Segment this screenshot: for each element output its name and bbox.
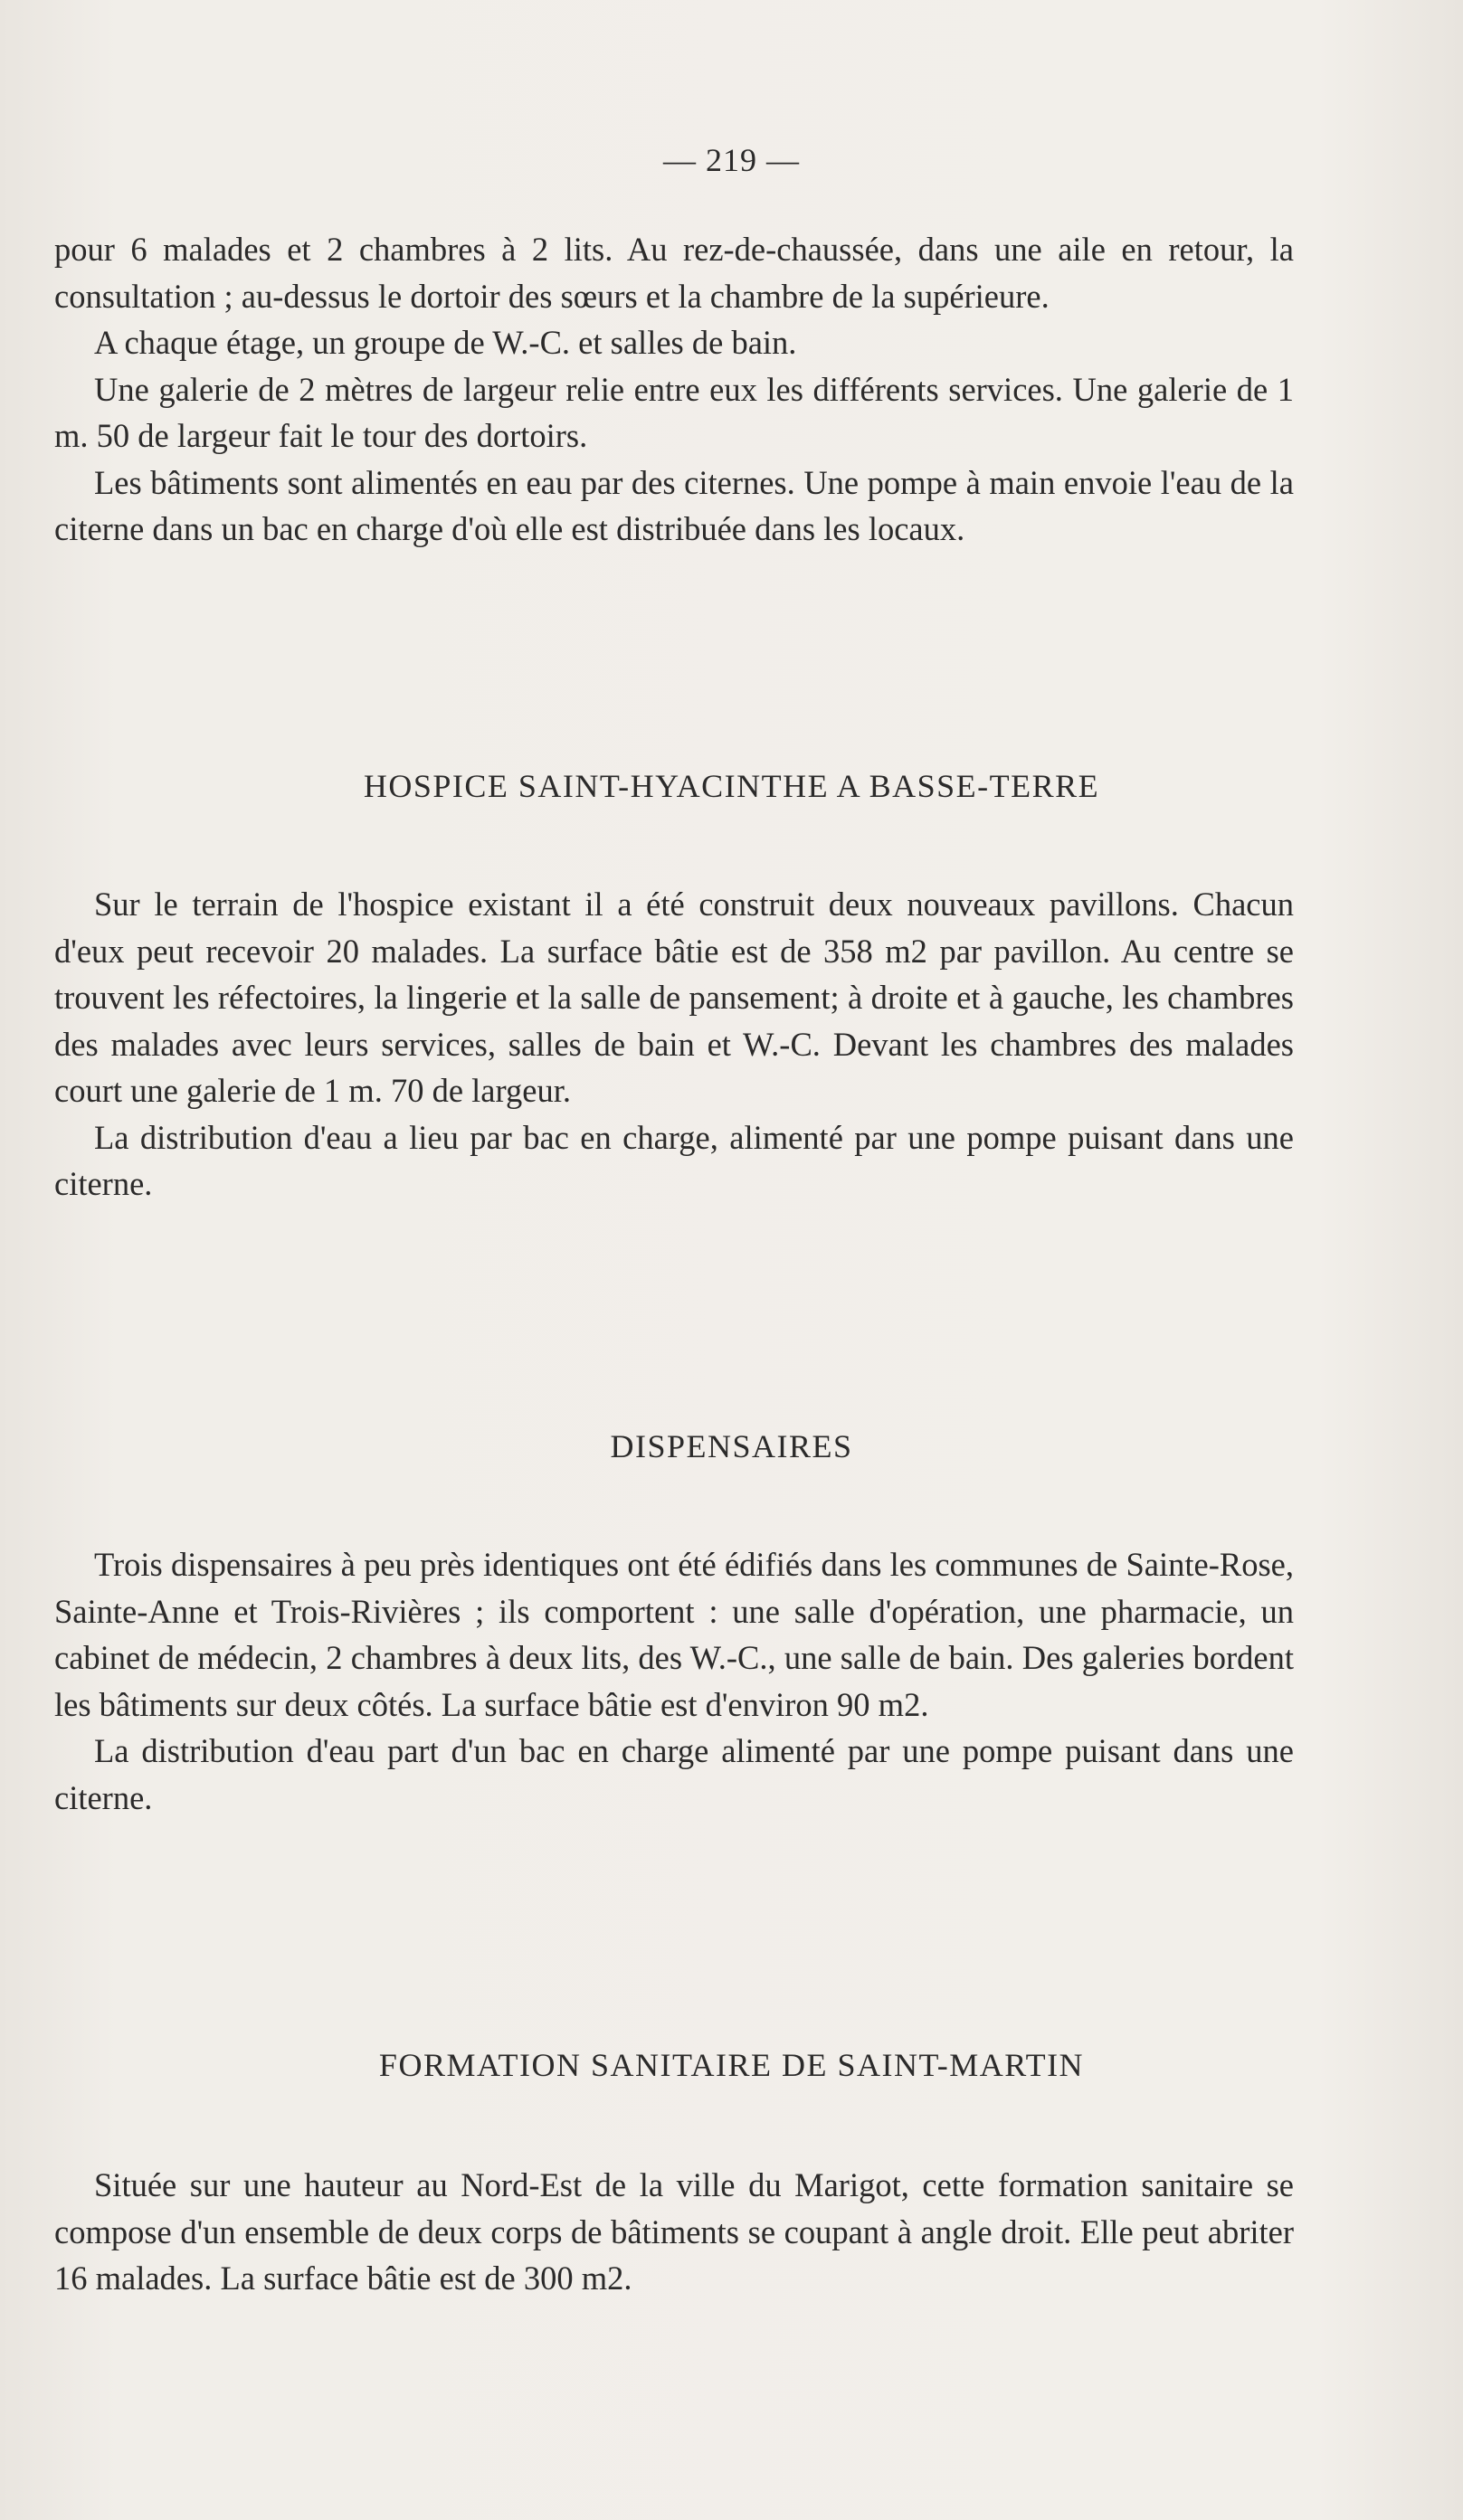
hospice-text-block (54, 881, 1294, 1208)
section-heading-dispensaires: DISPENSAIRES (610, 1428, 853, 1464)
paragraph: La distribution d'eau a lieu par bac en charge, alimenté par une pompe puisant dans une citerne. (54, 1118, 1294, 1202)
page-number: — 219 — (663, 142, 800, 178)
paragraph: Les bâtiments sont alimentés en eau par des citernes. Une pompe à main envoie l'eau de la citerne dans un bac en charge d'où elle est distribuée dans les locaux. (54, 463, 1294, 547)
paragraph: pour 6 malades et 2 chambres à 2 lits. Au rez-de-chaussée, dans une aile en retour, la consultation ; au-dessus le dortoir des sœurs et la chambre de la supérieure. (54, 231, 1294, 315)
paragraph: Sur le terrain de l'hospice existant il a été construit deux nouveaux pavillons. Chacun d'eux peut recevoir 20 malades. La surface bâtie est de 358 m2 par pavillon. Au centre se trouvent les réfectoires, la lingerie et la salle de pansement; à droite et à gauche, les chambres des malades avec leurs services, salles de bain et W.-C. Devant les chambres des malades court une galerie de 1 m. 70 de largeur. (54, 886, 1294, 1109)
paragraph: Située sur une hauteur au Nord-Est de la ville du Marigot, cette formation sanitaire se compose d'un ensemble de deux corps de bâtiments se coupant à angle droit. Elle peut abriter 16 malades. La surface bâtie est de 300 m2. (54, 2166, 1294, 2297)
paragraph: La distribution d'eau part d'un bac en charge alimenté par une pompe puisant dans une citerne. (54, 1732, 1294, 1816)
paragraph: Une galerie de 2 mètres de largeur relie entre eux les différents services. Une galerie de 1 m. 50 de largeur fait le tour des dortoirs. (54, 370, 1294, 454)
intro-text-block (54, 226, 1294, 553)
paragraph: Trois dispensaires à peu près identiques ont été édifiés dans les communes de Sainte-Rose, Sainte-Anne et Trois-Rivières ; ils comportent : une salle d'opération, une pharmacie, un cabinet de médecin, 2 chambres à deux lits, des W.-C., une salle de bain. Des galeries bordent les bâtiments sur deux côtés. La surface bâtie est d'environ 90 m2. (54, 1546, 1294, 1723)
formation-text-block (54, 2162, 1294, 2302)
section-heading-formation-sanitaire: FORMATION SANITAIRE DE SAINT-MARTIN (378, 2047, 1085, 2083)
paragraph: A chaque étage, un groupe de W.-C. et salles de bain. (94, 324, 797, 361)
section-heading-hospice: HOSPICE SAINT-HYACINTHE A BASSE-TERRE (363, 768, 1100, 804)
dispensaires-text-block (54, 1541, 1294, 1821)
